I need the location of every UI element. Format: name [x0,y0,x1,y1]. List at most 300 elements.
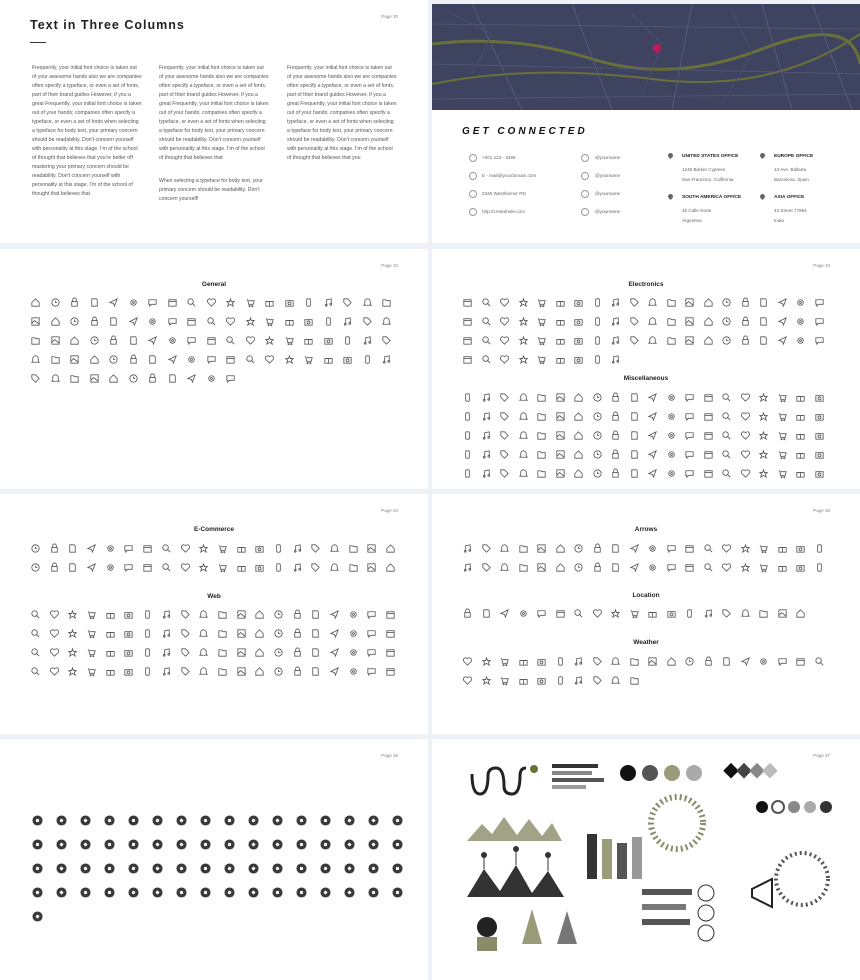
tag-icon [592,656,603,667]
bell-icon [329,562,340,573]
grid-spacer [296,911,307,922]
megaphone-icon [752,879,772,907]
social-network-icon [200,887,211,898]
social-network-icon [128,839,139,850]
send-icon [329,647,340,658]
camera-icon [795,562,806,573]
social-network-icon [128,863,139,874]
cart-icon [499,675,510,686]
grid-spacer [362,373,373,384]
star-icon [758,411,769,422]
document-icon [610,562,621,573]
bell-icon [329,543,340,554]
home-icon [573,392,584,403]
send-icon [86,562,97,573]
send-icon [647,392,658,403]
settings-icon [128,297,139,308]
social-network-icon [32,887,43,898]
social-network-icon [152,863,163,874]
send-icon [329,628,340,639]
calendar-icon [684,562,695,573]
social-network-icon [392,839,403,850]
search-icon [30,647,41,658]
image-icon [50,335,61,346]
image-icon [647,656,658,667]
grid-spacer [684,675,695,686]
lock-icon [292,628,303,639]
heart-icon [740,468,751,479]
grid-spacer [721,675,732,686]
calendar-icon [206,335,217,346]
image-icon [236,647,247,658]
chat-icon [123,543,134,554]
settings-icon [206,373,217,384]
social-network-icon [320,839,331,850]
bell-icon [518,430,529,441]
cart-icon [536,335,547,346]
grid-spacer [795,354,806,365]
social-network-icon [392,863,403,874]
office-pin-icon [667,152,674,159]
calendar-icon [462,316,473,327]
bell-icon [362,297,373,308]
chat-icon [684,392,695,403]
document-icon [310,628,321,639]
twitter-icon [581,154,589,162]
music-icon [481,430,492,441]
chat-icon [147,297,158,308]
cart-icon [86,609,97,620]
send-icon [167,354,178,365]
grid-spacer [344,911,355,922]
social-handle: @yourname [595,191,621,196]
chat-icon [206,354,217,365]
social-network-icon [248,887,259,898]
music-icon [610,297,621,308]
document-icon [167,373,178,384]
cart-icon [777,468,788,479]
home-icon [254,666,265,677]
heart-icon [462,675,473,686]
social-network-icon [368,839,379,850]
map-image [432,4,860,110]
title-underline [30,42,46,43]
lock-icon [292,666,303,677]
document-icon [310,609,321,620]
gift-icon [795,392,806,403]
search-icon [481,335,492,346]
slide-text-three-columns [0,0,428,243]
page-number: Page 37 [813,753,830,758]
page-number: Page 35 [813,508,830,513]
send-icon [647,468,658,479]
document-icon [629,392,640,403]
icon-grid-weather [462,656,842,686]
social-network-icon [368,887,379,898]
contact-website: http://createhide.com [482,209,525,214]
lock-icon [147,373,158,384]
grid-spacer [795,675,806,686]
social-network-icon [128,815,139,826]
image-icon [555,430,566,441]
grid-spacer [272,911,283,922]
gift-icon [284,316,295,327]
social-network-icon [344,839,355,850]
heart-icon [49,666,60,677]
bell-icon [740,608,751,619]
lock-icon [462,608,473,619]
image-icon [366,543,377,554]
camera-icon [814,468,825,479]
heart-icon [206,297,217,308]
heart-icon [740,430,751,441]
social-network-icon [248,839,259,850]
image-icon [555,468,566,479]
grid-spacer [721,354,732,365]
camera-icon [123,647,134,658]
phone-icon [273,562,284,573]
settings-icon [647,543,658,554]
camera-icon [284,297,295,308]
music-icon [292,562,303,573]
camera-icon [342,354,353,365]
search-icon [721,392,732,403]
social-network-icon [128,887,139,898]
address-icon [469,190,477,198]
gift-icon [777,543,788,554]
cart-icon [758,562,769,573]
chat-icon [536,608,547,619]
image-icon [236,609,247,620]
office-pin-icon [759,152,766,159]
camera-icon [814,411,825,422]
camera-icon [795,543,806,554]
cart-icon [536,354,547,365]
clock-icon [592,468,603,479]
heart-icon [499,354,510,365]
search-icon [573,608,584,619]
page-number: Page 32 [381,263,398,268]
grid-spacer [245,373,256,384]
search-icon [225,335,236,346]
map-roads [432,4,860,110]
social-network-icon [368,815,379,826]
settings-icon [105,562,116,573]
section-title: General [201,281,227,288]
music-icon [610,335,621,346]
search-icon [721,468,732,479]
phone-icon [462,468,473,479]
gift-icon [303,335,314,346]
gift-icon [105,628,116,639]
bell-icon [499,562,510,573]
music-icon [161,647,172,658]
slide-arrows-icons [432,494,860,734]
gift-icon [795,411,806,422]
star-icon [740,543,751,554]
phone-icon [469,154,477,162]
home-icon [573,449,584,460]
calendar-icon [795,656,806,667]
lock-icon [69,297,80,308]
home-icon [385,543,396,554]
social-network-icon [272,839,283,850]
folder-icon [69,373,80,384]
document-icon [758,335,769,346]
home-icon [385,562,396,573]
camera-icon [814,430,825,441]
tag-icon [362,316,373,327]
tag-icon [180,647,191,658]
document-icon [758,316,769,327]
contact-address: 2345 Westheimer RD [482,191,526,196]
globe-icon [469,208,477,216]
slide-electronics-icons [432,249,860,489]
send-icon [647,430,658,441]
send-icon [647,449,658,460]
tag-icon [180,628,191,639]
send-icon [629,562,640,573]
text-column-1: Frequently, your initial font choice is taken out of your awesome hands also we are companies often specify a typeface, or even a set of fonts, part of their brand guides However, if you a great Frequently, your initial font choice is taken out of your hands; companies often specify a typeface, or even a set of fonts when selecting a typeface for body text, your primary concern should be readability. Don't concern yourself with personality at this stage. I'm of the school of thought that believes that you're better off mastering your primary concern should be readability. Don't concern yourself with personality at this stage. I'm of the school of thought that believes that [32,65,142,197]
page-number: Page 34 [381,508,398,513]
clock-icon [128,373,139,384]
star-icon [67,647,78,658]
tag-icon [381,335,392,346]
grid-spacer [684,354,695,365]
social-network-icon [320,815,331,826]
cart-icon [217,562,228,573]
bell-icon [198,628,209,639]
tag-icon [592,675,603,686]
grid-spacer [647,354,658,365]
folder-icon [629,656,640,667]
search-icon [245,354,256,365]
image-icon [366,562,377,573]
music-icon [323,297,334,308]
bell-icon [198,609,209,620]
lock-icon [610,392,621,403]
search-icon [206,316,217,327]
cart-icon [777,392,788,403]
document-icon [89,297,100,308]
folder-icon [217,666,228,677]
home-icon [573,430,584,441]
social-handle: @yourname [595,155,621,160]
phone-icon [592,316,603,327]
music-icon [573,675,584,686]
star-icon [758,430,769,441]
icon-grid-ecommerce [30,543,410,573]
send-icon [647,411,658,422]
star-icon [518,354,529,365]
settings-icon [348,647,359,658]
star-icon [67,609,78,620]
grid-spacer [323,373,334,384]
social-network-icon [104,839,115,850]
phone-icon [592,297,603,308]
phone-icon [323,316,334,327]
search-icon [30,666,41,677]
grid-spacer [56,911,67,922]
camera-icon [323,335,334,346]
phone-icon [555,675,566,686]
section-title: Web [207,593,221,600]
clock-icon [30,543,41,554]
grid-spacer [703,354,714,365]
camera-icon [573,335,584,346]
lock-icon [292,609,303,620]
chat-icon [366,647,377,658]
social-network-icon [320,887,331,898]
search-icon [161,543,172,554]
heart-icon [740,392,751,403]
search-icon [814,656,825,667]
camera-icon [536,656,547,667]
folder-icon [381,297,392,308]
send-icon [108,297,119,308]
phone-icon [362,354,373,365]
phone-icon [142,647,153,658]
heart-icon [740,411,751,422]
heart-icon [180,562,191,573]
phone-icon [462,449,473,460]
gift-icon [647,608,658,619]
grid-spacer [342,373,353,384]
music-icon [462,543,473,554]
tag-icon [481,543,492,554]
bell-icon [198,647,209,658]
tag-icon [499,449,510,460]
camera-icon [573,297,584,308]
bell-icon [647,316,658,327]
settings-icon [186,354,197,365]
lock-icon [49,562,60,573]
search-icon [186,297,197,308]
social-network-icon [56,863,67,874]
music-icon [292,543,303,554]
tag-icon [629,297,640,308]
grid-spacer [777,354,788,365]
clock-icon [721,316,732,327]
cart-icon [758,543,769,554]
star-icon [758,449,769,460]
star-icon [225,297,236,308]
send-icon [128,316,139,327]
clock-icon [273,628,284,639]
grid-spacer [284,373,295,384]
grid-spacer [381,373,392,384]
grid-spacer [320,911,331,922]
heart-icon [49,628,60,639]
grid-spacer [758,354,769,365]
grid-spacer [777,675,788,686]
bell-icon [30,354,41,365]
settings-icon [795,335,806,346]
home-icon [254,609,265,620]
icon-grid-arrows [462,543,842,573]
settings-icon [795,297,806,308]
infographic-art [432,739,860,980]
gift-icon [236,543,247,554]
tag-icon [180,666,191,677]
folder-icon [666,297,677,308]
social-network-icon [272,863,283,874]
star-icon [198,562,209,573]
heart-icon [499,297,510,308]
calendar-icon [142,562,153,573]
image-icon [236,628,247,639]
tag-icon [499,392,510,403]
folder-icon [50,354,61,365]
clock-icon [273,666,284,677]
cart-icon [284,335,295,346]
social-handle: @yourname [595,209,621,214]
grid-spacer [248,911,259,922]
tag-icon [629,335,640,346]
social-network-icon [32,839,43,850]
folder-icon [348,562,359,573]
send-icon [777,316,788,327]
lock-icon [740,335,751,346]
bell-icon [647,335,658,346]
bell-icon [50,373,61,384]
settings-icon [348,666,359,677]
folder-icon [536,430,547,441]
grid-spacer [392,911,403,922]
instagram-icon [581,190,589,198]
social-network-icon [344,887,355,898]
calendar-icon [225,354,236,365]
star-icon [758,392,769,403]
camera-icon [123,666,134,677]
cart-icon [777,411,788,422]
camera-icon [123,628,134,639]
social-network-icon [296,839,307,850]
star-icon [758,468,769,479]
tag-icon [629,316,640,327]
search-icon [161,562,172,573]
grid-spacer [224,911,235,922]
heart-icon [245,335,256,346]
chat-icon [684,449,695,460]
chat-icon [814,316,825,327]
folder-icon [536,449,547,460]
folder-icon [518,562,529,573]
grid-spacer [176,911,187,922]
tag-icon [30,373,41,384]
grid-spacer [647,675,658,686]
bell-icon [198,666,209,677]
star-icon [264,335,275,346]
section-title: E-Commerce [193,526,235,533]
settings-icon [147,316,158,327]
slide-general-icons [0,249,428,489]
home-icon [573,411,584,422]
gift-icon [323,354,334,365]
office-pin-icon [759,193,766,200]
music-icon [610,316,621,327]
social-network-icon [104,815,115,826]
phone-icon [592,354,603,365]
chat-icon [225,373,236,384]
chat-icon [666,562,677,573]
image-icon [555,411,566,422]
document-icon [481,608,492,619]
phone-icon [342,335,353,346]
clock-icon [573,543,584,554]
star-icon [284,354,295,365]
cart-icon [777,430,788,441]
